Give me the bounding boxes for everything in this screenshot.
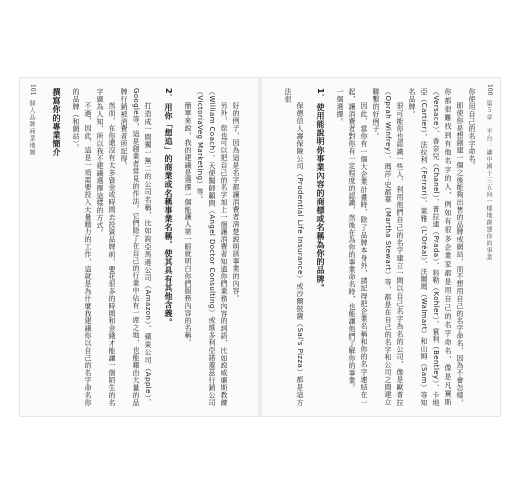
right-paragraph: 保德信人壽保險公司（Prudential Life Insurance）或沙爾披薩（Sal's Pizza）都是這方法很	[284, 88, 304, 406]
right-paragraph: 因此，當你有一個大企業計畫時，除了品牌本身外，請記得把企業名稱和你的名字連結在一起，讓消費者對你有一定程度的認識，然後在為你的事業命名時，也能讓他們了解你的事業。	[348, 88, 368, 406]
left-paragraph: 不過，因此，這是一項需要投入大量精力的工作，這就是為什麼我建議你以自己的名字命名你的品牌（和網站）。	[72, 88, 92, 406]
left-page	[20, 78, 260, 416]
left-paragraph: 然而，在你還沒有太多資金或時間去投資品牌前，要花很多的時間和金錢才能讓一個陌生的名字廣為人知，所以我不建議選擇這樣的方式。	[96, 88, 116, 406]
right-running-head: 第５章 平台：讓中國十三五向一樣地創建你的事業	[485, 100, 492, 261]
left-paragraph: 打造成一間獨一無二的公司名稱，比如說亞馬遜公司（Amazon）、蘋果公司（Apple）、Google等，這是創業者常見的作法。它們除了在自己的行業中佔有一席之地，也能藉由大量的品牌行銷被消費者所記得。	[120, 88, 152, 406]
right-numbered-heading: 1．使用能說明你事業內容的商標或名稱為你的品牌。	[316, 88, 325, 292]
section-title: 撰寫你的專業簡介	[52, 88, 61, 157]
book-spread	[20, 78, 500, 416]
right-paragraph: 你使用自己的名字命名。	[468, 88, 476, 170]
left-paragraph: 好的例子，因為這是名字都讓消費者清楚說明該事業的內容。	[232, 102, 240, 302]
left-numbered-heading: 2．用你「想追」的商業或名稱事業名稱，使其具有其他含義。	[164, 88, 173, 327]
right-page-number: 100	[486, 84, 493, 96]
left-paragraph: 簡單來說，我的建議是選擇一個能讓人第一眼就明白你們服務內容的名稱。	[184, 102, 192, 347]
left-running-head: 個人品牌商業地圖	[28, 100, 35, 156]
right-page-body	[272, 88, 478, 406]
left-paragraph: 另外，您也可以把自己的名字加上一個讓消費者知道你們業務內容的詞語，比如說威廉斯教練（William Coach）、天使醫師顧問（Angel Doctor Consulting）或維多利亞諾蓋茲行銷公司（VictoriaVeg Marketing）等。	[196, 88, 228, 406]
right-paragraph: 一個選擇。	[336, 88, 344, 125]
left-page-number: 101	[29, 84, 36, 96]
left-page-body	[42, 88, 242, 406]
right-paragraph: 即使你是想創建一個之後能夠出售的品牌或網站，而不想用自己的名字命名，因為不會怎樣，你都很難找到有他名字的人，例如有很多企業家都是用自己的名字命名，像是凡賽斯（Versace）、香奈兒（Chanel）、普拉達（Prada）、科勒（Kohler）、賓利（Bentley）、卡地亞（Cartier）、法拉利（Ferrari）、萊雅（L'Oréal）、沃爾瑪（Walmart）和山姆（Sam）等知名品牌。	[408, 88, 464, 406]
right-paragraph: 很可能你也認識一些人，利用他們自己的名字建立一間以自己名字為名的公司，像是歐普拉（Oprah Winfrey）、瑪莎·史都華（Martha Stewart）等，都是在自己的名字和公司之間建立聯繫的好例子。	[372, 88, 404, 406]
right-page	[260, 78, 500, 416]
